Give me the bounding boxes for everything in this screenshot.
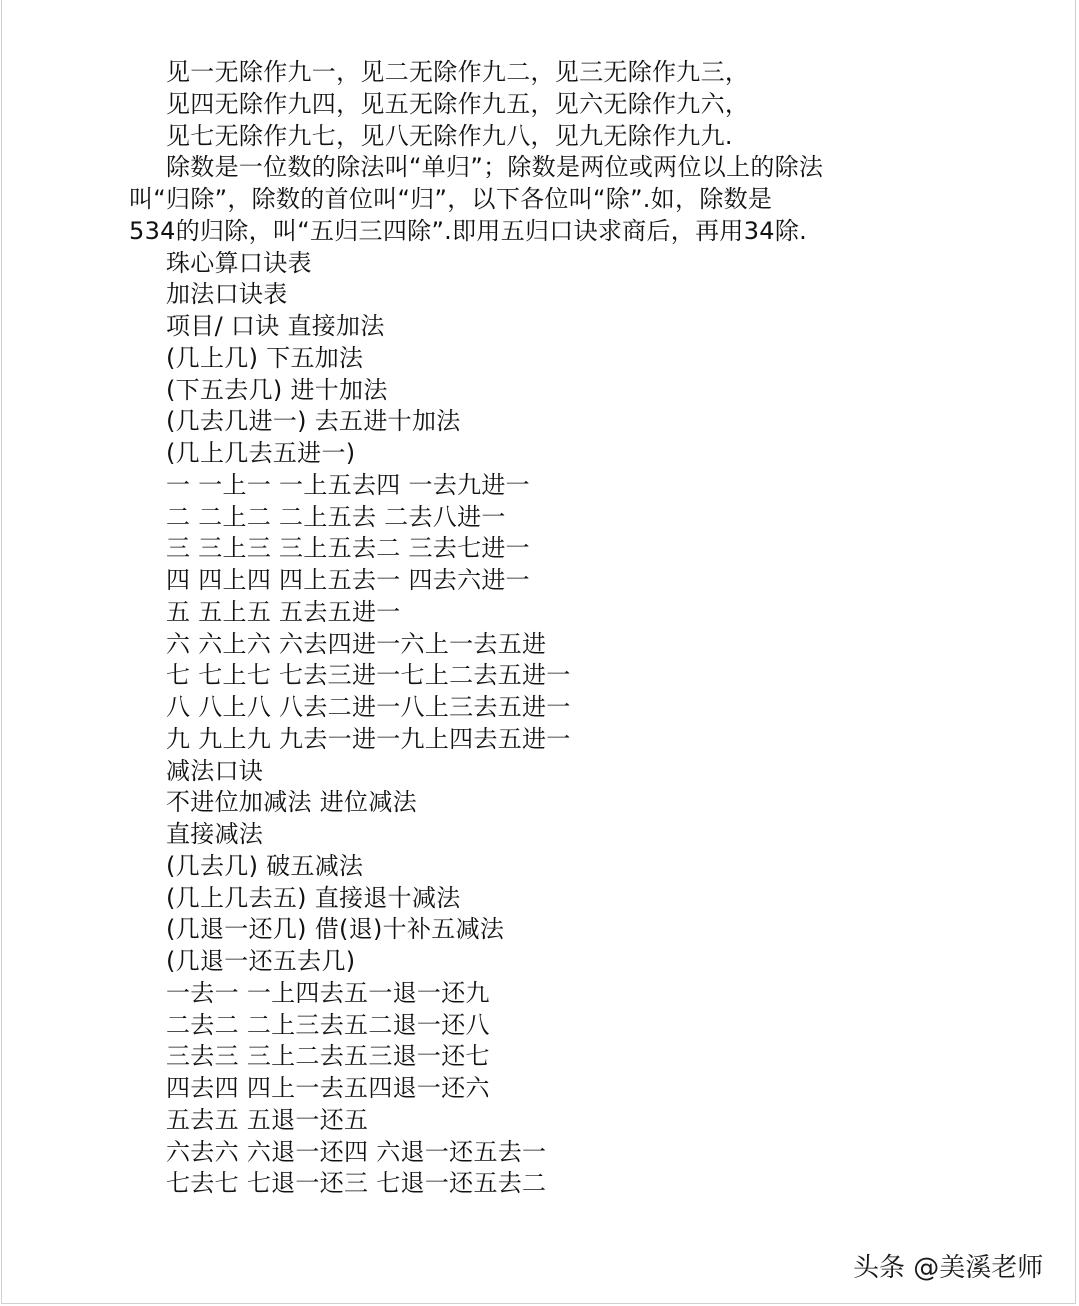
text-line: (几去几) 破五减法	[166, 851, 364, 880]
text-line: 二 二上二 二上五去 二去八进一	[166, 502, 506, 531]
text-line: 加法口诀表	[166, 280, 288, 309]
text-line: 见七无除作九七，见八无除作九八，见九无除作九九.	[166, 121, 733, 150]
text-line: 九 九上九 九去一进一九上四去五进一	[166, 724, 571, 753]
text-line: 见一无除作九一，见二无除作九二，见三无除作九三，	[166, 58, 750, 86]
text-line: 七去七 七退一还三 七退一还五去二	[166, 1169, 547, 1198]
document-body	[129, 57, 929, 1200]
text-line: 见四无除作九四，见五无除作九五，见六无除作九六，	[166, 89, 750, 118]
text-line: 534的归除，叫“五归三四除”.即用五归口诀求商后，再用34除.	[129, 216, 808, 245]
text-line: 叫“归除”，除数的首位叫“归”，以下各位叫“除”.如，除数是	[129, 185, 773, 213]
text-line: (几去几进一) 去五进十加法	[166, 407, 461, 436]
text-line: 三去三 三上二去五三退一还七	[166, 1042, 490, 1071]
watermark-text: 头条 @美溪老师	[853, 1253, 1044, 1283]
text-line: (几退一还五去几)	[166, 947, 356, 975]
text-line: 一 一上一 一上五去四 一去九进一	[166, 470, 530, 499]
text-line: 六 六上六 六去四进一六上一去五进	[166, 629, 547, 658]
text-line: 四去四 四上一去五四退一还六	[166, 1074, 490, 1102]
text-line: 五去五 五退一还五	[166, 1105, 369, 1134]
text-line: (几上几去五进一)	[166, 439, 356, 467]
text-line: 项目/ 口诀 直接加法	[166, 312, 385, 340]
text-line: 八 八上八 八去二进一八上三去五进一	[166, 693, 571, 721]
text-line: (几上几) 下五加法	[166, 343, 364, 372]
text-line: 减法口诀	[166, 756, 264, 785]
text-line: 不进位加减法 进位减法	[166, 788, 417, 817]
text-line: 四 四上四 四上五去一 四去六进一	[166, 566, 530, 594]
text-line: 除数是一位数的除法叫“单归”；除数是两位或两位以上的除法	[166, 153, 824, 182]
text-line: (几上几去五) 直接退十减法	[166, 883, 461, 912]
text-line: 三 三上三 三上五去二 三去七进一	[166, 534, 530, 563]
text-line: 六去六 六退一还四 六退一还五去一	[166, 1137, 547, 1166]
text-line: 二去二 二上三去五二退一还八	[166, 1010, 490, 1039]
text-line: (下五去几) 进十加法	[166, 375, 388, 404]
text-line: (几退一还几) 借(退)十补五减法	[166, 915, 505, 944]
text-line: 五 五上五 五去五进一	[166, 597, 401, 626]
text-line: 一去一 一上四去五一退一还九	[166, 978, 490, 1007]
text-line: 珠心算口诀表	[166, 248, 312, 277]
text-line: 七 七上七 七去三进一七上二去五进一	[166, 661, 571, 690]
text-line: 直接减法	[166, 820, 264, 848]
